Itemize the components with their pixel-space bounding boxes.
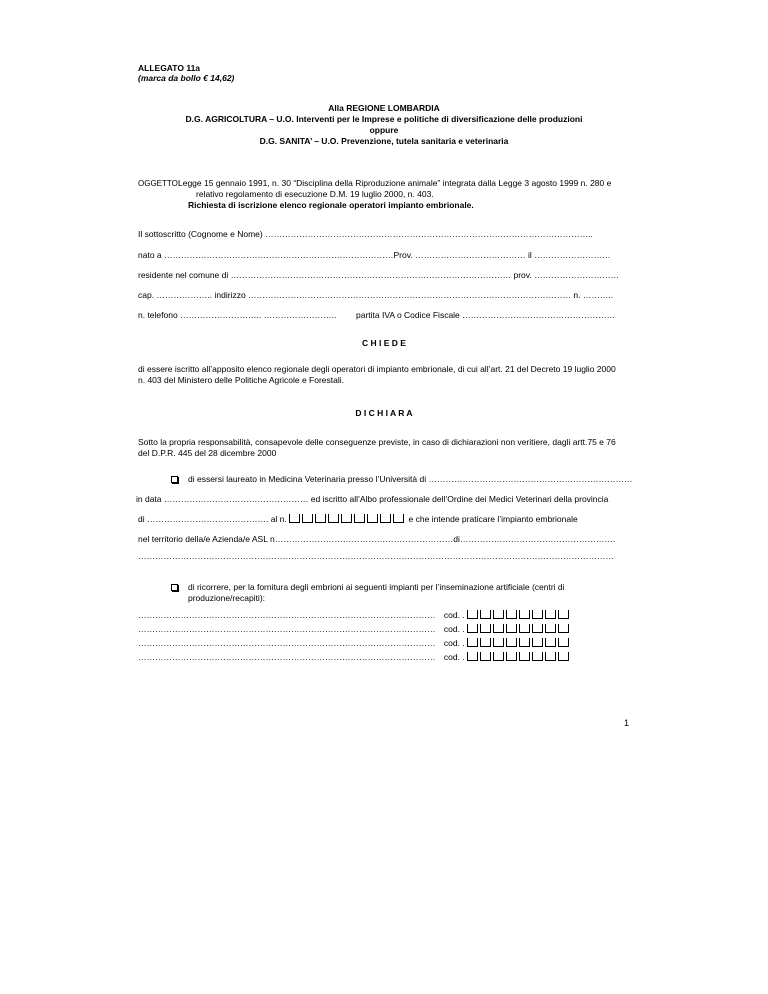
partita-iva-field[interactable]: partita IVA o Codice Fiscale ……………………………………………… xyxy=(356,310,616,320)
oggetto-text-1: Legge 15 gennaio 1991, n. 30 “Disciplina della Riproduzione animale” integrata dalla Legge 3 agosto 1999 n. 280 e xyxy=(178,178,612,188)
oggetto-text-3: Richiesta di iscrizione elenco regionale operatori impianto embrionale. xyxy=(188,200,474,210)
digit-box[interactable] xyxy=(532,652,543,661)
residente-field[interactable]: residente nel comune di ……………………………………………………………………………………… prov. ………………………… xyxy=(138,270,620,280)
laurea-text-1[interactable]: di essersi laureato in Medicina Veterinaria presso l’Università di ……………………………………………………………… xyxy=(188,474,633,484)
impianti-text-1: di ricorrere, per la fornitura degli embrioni ai seguenti impianti per l’inseminazione artificiale (centri di xyxy=(188,582,565,592)
digit-box[interactable] xyxy=(467,638,478,647)
digit-box[interactable] xyxy=(367,514,378,523)
digit-box[interactable] xyxy=(532,624,543,633)
digit-box[interactable] xyxy=(467,652,478,661)
albo-provincia-text: di ……………………………………. al n. xyxy=(138,514,287,524)
digit-box[interactable] xyxy=(380,514,391,523)
digit-box[interactable] xyxy=(506,610,517,619)
digit-box[interactable] xyxy=(480,638,491,647)
allegato-label: ALLEGATO 11a xyxy=(138,63,201,73)
digit-box[interactable] xyxy=(328,514,339,523)
impianti-checkbox[interactable] xyxy=(171,584,178,591)
dichiara-heading: D I C H I A R A xyxy=(355,408,413,418)
digit-box[interactable] xyxy=(558,638,569,647)
impianto-name-field[interactable]: …………………………………………………………………………………………… xyxy=(138,610,436,620)
albo-number-boxes[interactable] xyxy=(289,514,406,524)
digit-box[interactable] xyxy=(558,652,569,661)
recipient-line-4: D.G. SANITA’ – U.O. Prevenzione, tutela sanitaria e veterinaria xyxy=(259,136,509,146)
digit-box[interactable] xyxy=(558,624,569,633)
impianto-row[interactable] xyxy=(138,610,571,620)
asl-field[interactable]: nel territorio della/e Azienda/e ASL n………………………………………………………di………………………………………………. xyxy=(138,534,616,544)
digit-box[interactable] xyxy=(506,652,517,661)
digit-box[interactable] xyxy=(467,610,478,619)
impianto-name-field[interactable]: …………………………………………………………………………………………… xyxy=(138,624,436,634)
digit-box[interactable] xyxy=(545,638,556,647)
chiede-text-2: n. 403 del Ministero delle Politiche Agricole e Forestali. xyxy=(138,375,344,385)
chiede-heading: C H I E D E xyxy=(362,338,406,348)
digit-box[interactable] xyxy=(519,652,530,661)
digit-box[interactable] xyxy=(393,514,404,523)
digit-box[interactable] xyxy=(354,514,365,523)
digit-box[interactable] xyxy=(493,624,504,633)
impianti-text-2: produzione/recapiti): xyxy=(188,593,266,603)
digit-box[interactable] xyxy=(493,610,504,619)
digit-box[interactable] xyxy=(480,652,491,661)
dichiara-intro-1: Sotto la propria responsabilità, consapevole delle conseguenze previste, in caso di dichiarazioni non veritiere, dagli artt.75 e 76 xyxy=(138,437,616,447)
laurea-checkbox[interactable] xyxy=(171,476,178,483)
asl-continuation-field[interactable]: …………………………………………………………………………………………………………………………………………………… xyxy=(138,551,614,561)
digit-box[interactable] xyxy=(545,624,556,633)
oggetto-label: OGGETTO: xyxy=(138,179,181,188)
digit-box[interactable] xyxy=(302,514,313,523)
digit-box[interactable] xyxy=(532,610,543,619)
recipient-line-2: D.G. AGRICOLTURA – U.O. Interventi per le Imprese e politiche di diversificazione delle produzioni xyxy=(185,114,583,124)
digit-box[interactable] xyxy=(506,624,517,633)
marca-da-bollo-label: (marca da bollo € 14,62) xyxy=(138,73,235,83)
digit-box[interactable] xyxy=(519,624,530,633)
digit-box[interactable] xyxy=(519,610,530,619)
recipient-line-3: oppure xyxy=(369,125,399,135)
impianto-intent-text: e che intende praticare l’impianto embrionale xyxy=(408,514,578,524)
digit-box[interactable] xyxy=(315,514,326,523)
digit-box[interactable] xyxy=(532,638,543,647)
digit-box[interactable] xyxy=(545,610,556,619)
impianto-cod-label: cod. . xyxy=(443,652,465,662)
digit-box[interactable] xyxy=(480,610,491,619)
sottoscritto-field[interactable]: Il sottoscritto (Cognome e Nome) …………………………………………………………………………………………………….. xyxy=(138,229,593,239)
digit-box[interactable] xyxy=(493,638,504,647)
digit-box[interactable] xyxy=(545,652,556,661)
impianto-row[interactable] xyxy=(138,652,571,662)
albo-number-row[interactable] xyxy=(138,514,578,524)
nato-a-field[interactable]: nato a ………………………………………………………………………Prov. ………………………………… xyxy=(138,250,526,260)
impianto-row[interactable] xyxy=(138,624,571,634)
impianto-row[interactable] xyxy=(138,638,571,648)
impianto-name-field[interactable]: …………………………………………………………………………………………… xyxy=(138,638,436,648)
impianto-cod-label: cod. . xyxy=(443,610,465,620)
digit-box[interactable] xyxy=(480,624,491,633)
dichiara-intro-2: del D.P.R. 445 del 28 dicembre 2000 xyxy=(138,448,277,458)
page-number: 1 xyxy=(624,718,630,728)
digit-box[interactable] xyxy=(506,638,517,647)
digit-box[interactable] xyxy=(467,624,478,633)
digit-box[interactable] xyxy=(493,652,504,661)
data-nascita-field[interactable]: il ……………………… xyxy=(528,250,611,260)
recipient-line-1: Alla REGIONE LOMBARDIA xyxy=(328,103,440,113)
digit-box[interactable] xyxy=(519,638,530,647)
impianto-cod-label: cod. . xyxy=(443,624,465,634)
chiede-text-1: di essere iscritto all’apposito elenco regionale degli operatori di impianto embrionale, di cui all’art. 21 del Decreto 19 luglio 2000 xyxy=(138,364,616,374)
impianto-name-field[interactable]: …………………………………………………………………………………………… xyxy=(138,652,436,662)
cap-indirizzo-field[interactable]: cap. ……………….. indirizzo …………………………………………………………………………………………………… n. ……….. xyxy=(138,290,614,300)
laurea-text-2[interactable]: in data …………………………………………… ed iscritto all’Albo professionale dell’Ordine dei Medici Veterinari della provincia xyxy=(136,494,609,504)
telefono-field[interactable]: n. telefono ……………………….. …………………….. xyxy=(138,310,337,320)
digit-box[interactable] xyxy=(558,610,569,619)
impianto-cod-label: cod. . xyxy=(443,638,465,648)
cod-boxes[interactable] xyxy=(467,610,571,620)
digit-box[interactable] xyxy=(341,514,352,523)
cod-boxes[interactable] xyxy=(467,624,571,634)
cod-boxes[interactable] xyxy=(467,638,571,648)
cod-boxes[interactable] xyxy=(467,652,571,662)
oggetto-text-2: relativo regolamento di esecuzione D.M. 19 luglio 2000, n. 403. xyxy=(196,189,434,199)
digit-box[interactable] xyxy=(289,514,300,523)
